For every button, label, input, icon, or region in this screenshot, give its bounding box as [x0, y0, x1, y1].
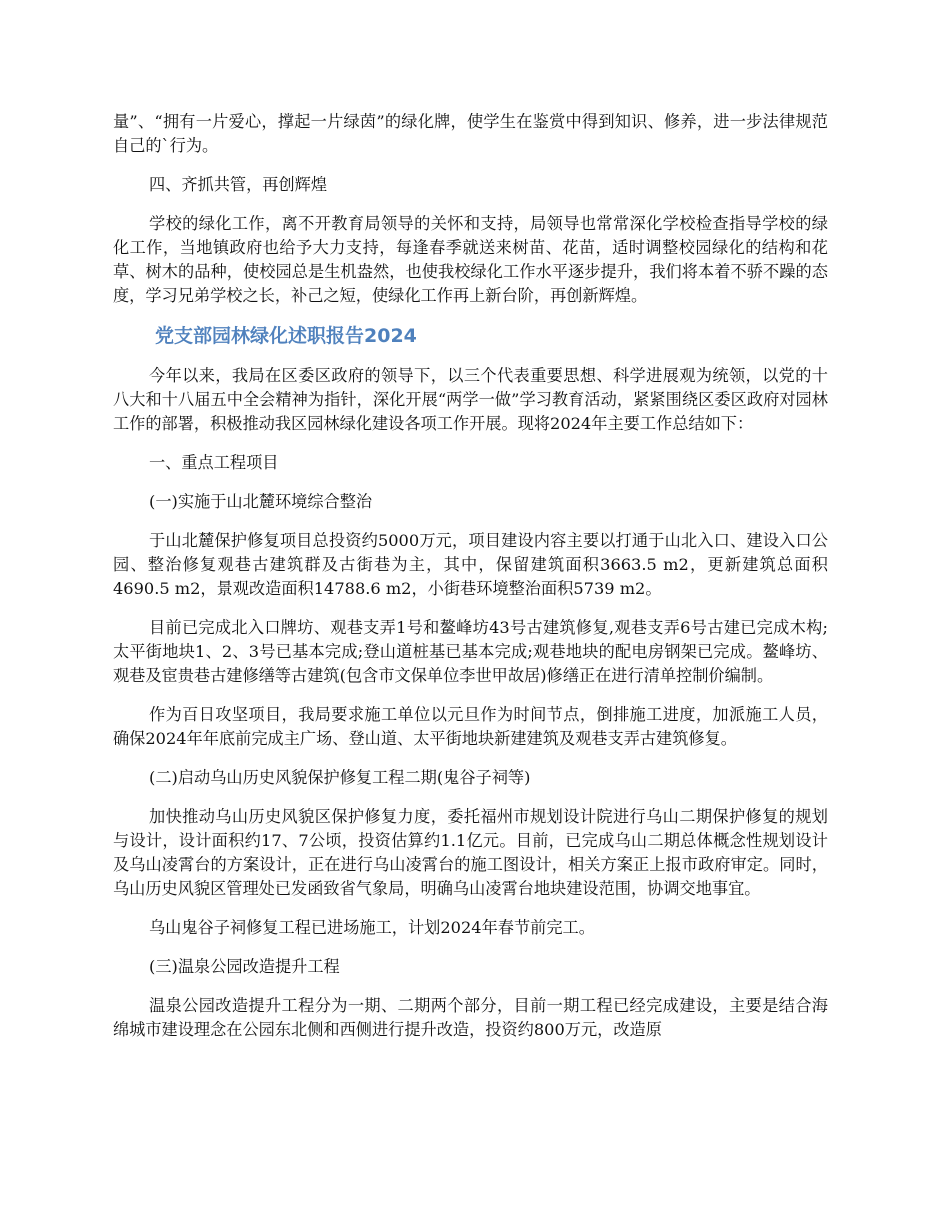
subheading-1: (一)实施于山北麓环境综合整治 [149, 492, 373, 511]
section-heading-1: 一、重点工程项目 [149, 453, 279, 472]
yushan-progress-paragraph: 目前已完成北入口牌坊、观巷支弄1号和鳌峰坊43号古建筑修复,观巷支弄6号古建已完成木构;太平街地块1、2、3号已基本完成;登山道桩基已基本完成;观巷地块的配电房钢架已完成。鳌峰坊、观巷及宦贵巷古建修缮等古建筑(包含市文保单位李世甲故居)修缮正在进行清单控制价编制。 [113, 618, 828, 685]
intro-paragraph: 今年以来，我局在区委区政府的领导下，以三个代表重要思想、科学进展观为统领，以党的十八大和十八届五中全会精神为指针，深化开展“两学一做”学习教育活动，紧紧围绕区委区政府对园林工作的部署，积极推动我区园林绿化建设各项工作开展。现将2024年主要工作总结如下： [113, 366, 828, 433]
subheading-3: (三)温泉公园改造提升工程 [149, 957, 340, 976]
school-greening-paragraph: 学校的绿化工作，离不开教育局领导的关怀和支持，局领导也常常深化学校检查指导学校的绿化工作，当地镇政府也给予大力支持，每逢春季就送来树苗、花苗，适时调整校园绿化的结构和花草、树木的品种，使校园总是生机盎然，也使我校绿化工作水平逐步提升，我们将本着不骄不躁的态度，学习兄弟学校之长，补己之短，使绿化工作再上新台阶，再创新辉煌。 [113, 214, 828, 305]
section-heading-4: 四、齐抓共管，再创辉煌 [149, 175, 328, 194]
yushan-investment-paragraph: 于山北麓保护修复项目总投资约5000万元，项目建设内容主要以打通于山北入口、建设入口公园、整治修复观巷古建筑群及古街巷为主，其中，保留建筑面积3663.5 m2，更新建筑总面积4690.5 m2，景观改造面积14788.6 m2，小街巷环境整治面积5739 m2。 [113, 531, 828, 598]
wushan-construction-paragraph: 乌山鬼谷子祠修复工程已进场施工，计划2024年春节前完工。 [149, 918, 595, 937]
subheading-2: (二)启动乌山历史风貌保护修复工程二期(鬼谷子祠等) [149, 768, 531, 787]
hot-spring-park-paragraph: 温泉公园改造提升工程分为一期、二期两个部分，目前一期工程已经完成建设，主要是结合海绵城市建设理念在公园东北侧和西侧进行提升改造，投资约800万元，改造原 [113, 996, 828, 1039]
yushan-schedule-paragraph: 作为百日攻坚项目，我局要求施工单位以元旦作为时间节点，倒排施工进度，加派施工人员，确保2024年年底前完成主广场、登山道、太平街地块新建建筑及观巷支弄古建筑修复。 [113, 705, 828, 748]
continuation-paragraph: 量”、“拥有一片爱心，撑起一片绿茵”的绿化牌，使学生在鉴赏中得到知识、修养，进一步法律规范自己的`行为。 [113, 112, 828, 155]
wushan-plan-paragraph: 加快推动乌山历史风貌区保护修复力度，委托福州市规划设计院进行乌山二期保护修复的规划与设计，设计面积约17、7公顷，投资估算约1.1亿元。目前，已完成乌山二期总体概念性规划设计及乌山凌霄台的方案设计，正在进行乌山凌霄台的施工图设计，相关方案正上报市政府审定。同时，乌山历史风貌区管理处已发函致省气象局，明确乌山凌霄台地块建设范围，协调交地事宜。 [113, 807, 828, 898]
article-title: 党支部园林绿化述职报告2024 [155, 325, 417, 347]
document-body [113, 110, 828, 1042]
